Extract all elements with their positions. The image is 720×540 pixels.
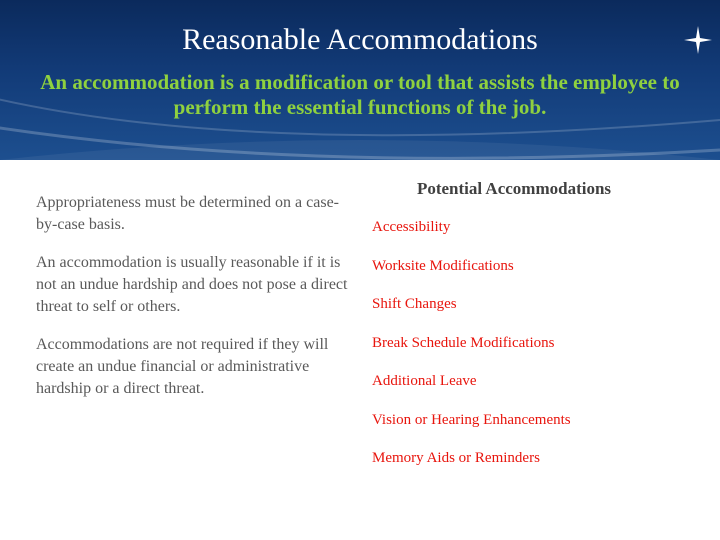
slide-subtitle: An accommodation is a modification or tool that assists the employee to perform the essential functions of the job. — [40, 70, 680, 119]
paragraph-case-by-case: Appropriateness must be determined on a case-by-case basis. — [36, 194, 340, 233]
paragraph-not-required: Accommodations are not required if they will create an undue financial or administrative hardship or a direct threat. — [36, 336, 329, 397]
list-item-vision-hearing: Vision or Hearing Enhancements — [372, 411, 571, 428]
list-item-accessibility: Accessibility — [372, 219, 451, 235]
potential-accommodations-heading: Potential Accommodations — [416, 179, 612, 198]
list-item-worksite-modifications: Worksite Modifications — [372, 257, 514, 274]
list-item-shift-changes: Shift Changes — [372, 296, 457, 312]
slide-header — [0, 0, 720, 160]
accommodations-list — [372, 217, 712, 468]
slide-title: Reasonable Accommodations — [182, 23, 538, 56]
list-item-break-schedule: Break Schedule Modifications — [372, 334, 555, 351]
list-item-memory-aids: Memory Aids or Reminders — [372, 450, 540, 466]
left-text-column — [36, 192, 352, 416]
star-icon — [684, 26, 712, 54]
paragraph-undue-hardship: An accommodation is usually reasonable if it is not an undue hardship and does not pose a direct threat to self or others. — [36, 254, 348, 315]
list-item-additional-leave: Additional Leave — [372, 373, 477, 389]
right-list-column — [372, 178, 712, 487]
